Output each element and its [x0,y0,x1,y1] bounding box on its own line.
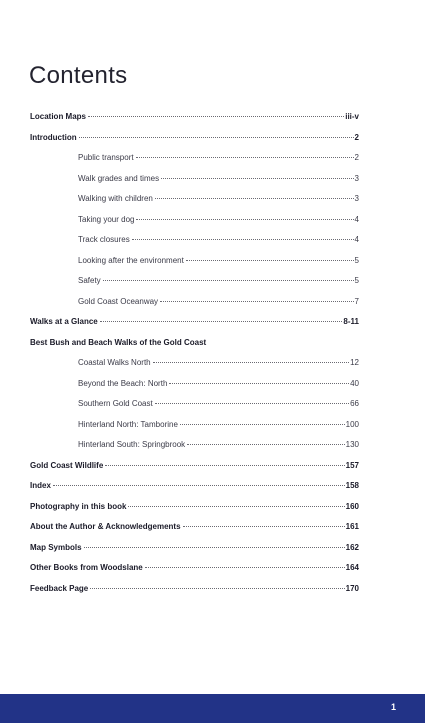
toc-entry-label: Track closures [78,235,130,244]
toc-entry-label: Index [30,481,51,490]
toc-entry-label: Best Bush and Beach Walks of the Gold Coast [30,337,207,347]
toc-entry-label: Walk grades and times [78,173,160,183]
toc-entry-page: 161 [345,522,359,531]
toc-entry-page: 158 [345,481,359,490]
toc-entry-label: Feedback Page [30,583,89,593]
toc-entry-page: 4 [354,235,359,244]
toc-entry-label: Public transport [78,153,134,162]
toc-entry-page: 170 [345,583,359,593]
dot-leader [88,116,344,117]
toc-entry-page: iii-v [345,112,359,121]
toc-entry-page: 7 [354,296,359,306]
toc-entry-page: 40 [350,378,359,388]
toc-entry [30,251,359,272]
toc-entry [30,292,359,313]
dot-leader [132,239,354,240]
dot-leader [180,424,345,425]
toc-entry-label: Looking after the environment [78,255,184,265]
toc-entry-label: Beyond the Beach: North [78,378,168,388]
toc-entry [30,538,359,559]
toc-entry [30,169,359,190]
toc-entry [30,128,359,149]
toc-entry-label: Hinterland South: Springbrook [78,440,186,449]
toc-entry-label: Southern Gold Coast [78,399,153,408]
toc-entry [30,353,359,374]
toc-entry [30,107,359,128]
toc-entry [30,558,359,579]
toc-entry-label: Location Maps [30,112,87,121]
toc-entry-label: Introduction [30,132,77,142]
page-title: Contents [29,62,128,89]
toc-entry-label: Photography in this book [30,501,127,511]
dot-leader [145,567,345,568]
toc-section-heading [30,333,359,354]
dot-leader [153,362,349,363]
dot-leader [79,137,354,138]
toc-entry-page: 100 [345,419,359,429]
dot-leader [155,403,349,404]
toc-entry-page: 5 [354,276,359,285]
toc-entry-page: 8-11 [343,317,359,326]
toc-entry-label: Gold Coast Oceanway [78,296,159,306]
dot-leader [136,219,353,220]
toc-entry-page: 3 [354,173,359,183]
toc-entry-page: 162 [345,542,359,552]
toc-entry [30,415,359,436]
dot-leader [84,547,345,548]
toc-entry [30,148,359,169]
toc-entry-label: Safety [78,276,101,285]
footer-bar [0,694,425,723]
page-number: 1 [390,702,396,712]
toc-entry [30,210,359,231]
dot-leader [187,444,344,445]
toc-entry [30,497,359,518]
toc-entry-page: 5 [354,255,359,265]
toc-entry [30,312,359,333]
toc-entry-page: 157 [345,460,359,470]
dot-leader [161,178,353,179]
toc-entry-page: 3 [354,194,359,203]
toc-entry-page: 2 [354,132,359,142]
toc-entry [30,189,359,210]
toc-entry-label: Taking your dog [78,214,135,224]
dot-leader [136,157,354,158]
toc-entry [30,394,359,415]
toc-entry [30,374,359,395]
dot-leader [128,506,344,507]
toc-entry-label: Map Symbols [30,542,82,552]
toc-entry [30,271,359,292]
toc-entry-page: 130 [345,440,359,449]
toc-entry-page: 66 [350,399,359,408]
toc-entry-label: Gold Coast Wildlife [30,460,104,470]
dot-leader [155,198,354,199]
toc-entry [30,579,359,600]
table-of-contents [30,107,359,599]
toc-entry [30,230,359,251]
toc-entry-label: Hinterland North: Tamborine [78,419,178,429]
dot-leader [160,301,354,302]
dot-leader [169,383,349,384]
dot-leader [105,465,344,466]
dot-leader [183,526,345,527]
dot-leader [90,588,344,589]
toc-entry-page: 4 [354,214,359,224]
dot-leader [186,260,354,261]
toc-entry-label: Other Books from Woodslane [30,563,143,572]
toc-entry-label: About the Author & Acknowledgements [30,522,181,531]
dot-leader [103,280,354,281]
toc-entry-page: 160 [345,501,359,511]
dot-leader [100,321,343,322]
toc-entry-label: Walking with children [78,194,153,203]
toc-entry-page: 164 [345,563,359,572]
dot-leader [53,485,345,486]
toc-entry-page: 2 [354,153,359,162]
toc-entry-label: Coastal Walks North [78,358,151,367]
toc-entry-label: Walks at a Glance [30,317,98,326]
toc-entry [30,476,359,497]
toc-entry-page: 12 [350,358,359,367]
toc-entry [30,456,359,477]
toc-entry [30,517,359,538]
toc-entry [30,435,359,456]
